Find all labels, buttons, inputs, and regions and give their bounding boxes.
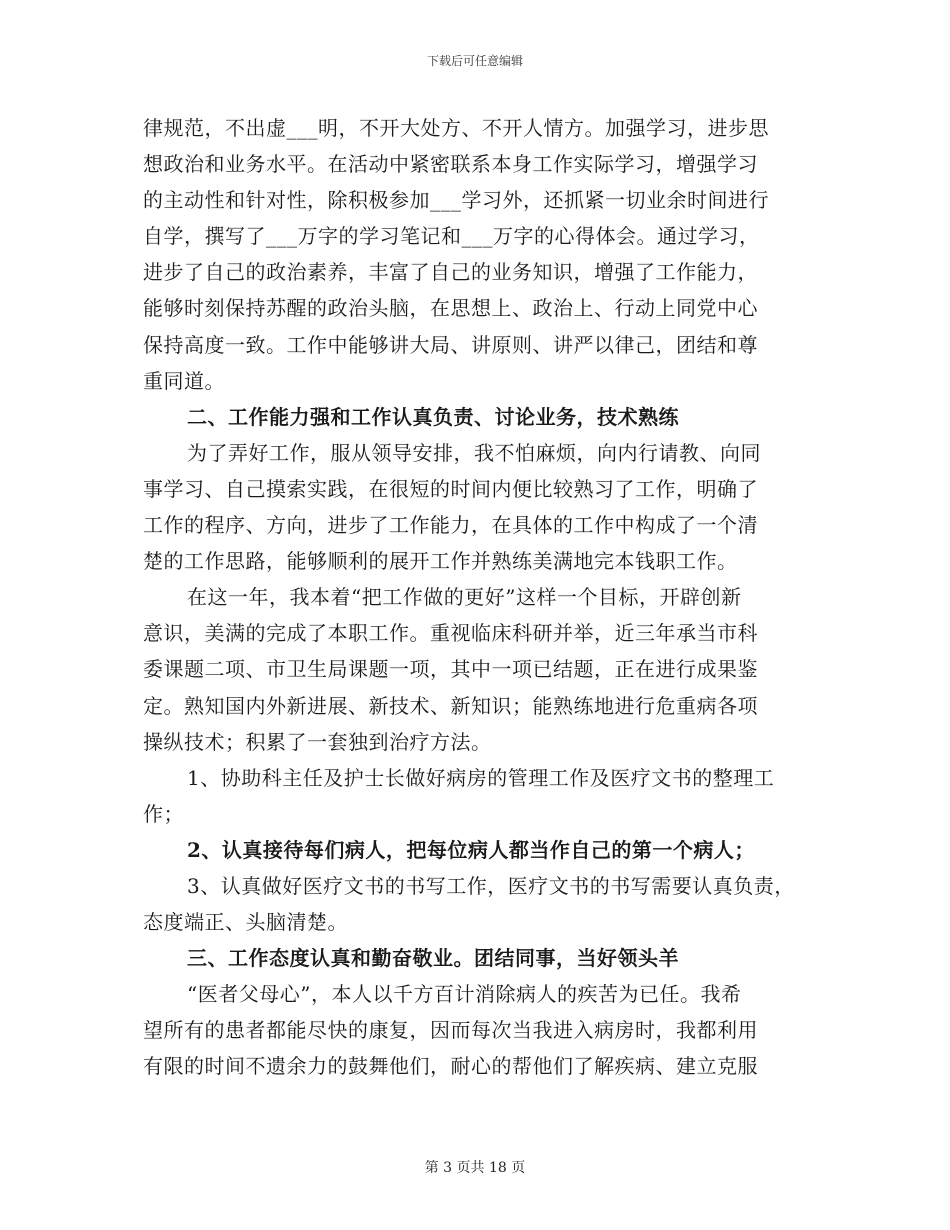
body-line: 的主动性和针对性，除积极参加___学习外，还抓紧一切业余时间进行 bbox=[143, 188, 769, 213]
body-line: “医者父母心”，本人以千方百计消除病人的疾苦为已任。我希 bbox=[187, 982, 742, 1007]
body-line: 想政治和业务水平。在活动中紧密联系本身工作实际学习，增强学习 bbox=[143, 152, 758, 177]
body-line: 重同道。 bbox=[143, 368, 225, 393]
body-line: 有限的时间不遗余力的鼓舞他们，耐心的帮他们了解疾病、建立克服 bbox=[143, 1054, 758, 1079]
body-line: 事学习、自己摸索实践，在很短的时间内便比较熟习了工作，明确了 bbox=[143, 476, 758, 501]
body-line: 自学，撰写了___万字的学习笔记和___万字的心得体会。通过学习， bbox=[143, 224, 760, 249]
body-line: 态度端正、头脑清楚。 bbox=[143, 910, 348, 935]
list-item: 2、认真接待每们病人，把每位病人都当作自己的第一个病人； bbox=[187, 837, 755, 862]
list-item: 3、认真做好医疗文书的书写工作，医疗文书的书写需要认真负责， bbox=[187, 873, 795, 898]
body-line: 在这一年，我本着“把工作做的更好”这样一个目标，开辟创新 bbox=[187, 585, 742, 610]
page-header: 下载后可任意编辑 bbox=[426, 54, 523, 68]
section-heading: 二、工作能力强和工作认真负责、讨论业务，技术熟练 bbox=[187, 404, 679, 429]
body-line: 为了弄好工作，服从领导安排，我不怕麻烦，向内行请教、向同 bbox=[187, 440, 761, 465]
document-body bbox=[143, 110, 815, 1085]
body-line: 能够时刻保持苏醒的政治头脑，在思想上、政治上、行动上同党中心 bbox=[143, 296, 758, 321]
body-line: 楚的工作思路，能够顺利的展开工作并熟练美满地完本钱职工作。 bbox=[143, 549, 738, 574]
page-footer: 第 3 页共 18 页 bbox=[424, 1160, 526, 1176]
body-line: 保持高度一致。工作中能够讲大局、讲原则、讲严以律己，团结和尊 bbox=[143, 332, 758, 357]
body-line: 作； bbox=[143, 801, 184, 826]
body-line: 工作的程序、方向，进步了工作能力，在具体的工作中构成了一个清 bbox=[143, 513, 758, 538]
list-item: 1、协助科主任及护士长做好病房的管理工作及医疗文书的整理工 bbox=[187, 765, 775, 790]
body-line: 定。熟知国内外新进展、新技术、新知识；能熟练地进行危重病各项 bbox=[143, 693, 758, 718]
body-line: 进步了自己的政治素养，丰富了自己的业务知识，增强了工作能力， bbox=[143, 260, 758, 285]
body-line: 律规范，不出虚___明，不开大处方、不开人情方。加强学习，进步思 bbox=[143, 116, 769, 140]
body-line: 委课题二项、市卫生局课题一项，其中一项已结题，正在进行成果鉴 bbox=[143, 657, 758, 682]
section-heading: 三、工作态度认真和勤奋敬业。团结同事，当好领头羊 bbox=[187, 946, 679, 971]
body-line: 望所有的患者都能尽快的康复，因而每次当我进入病房时，我都利用 bbox=[143, 1018, 758, 1043]
body-line: 操纵技术；积累了一套独到治疗方法。 bbox=[143, 729, 492, 754]
body-line: 意识，美满的完成了本职工作。重视临床科研并举，近三年承当市科 bbox=[143, 621, 758, 646]
